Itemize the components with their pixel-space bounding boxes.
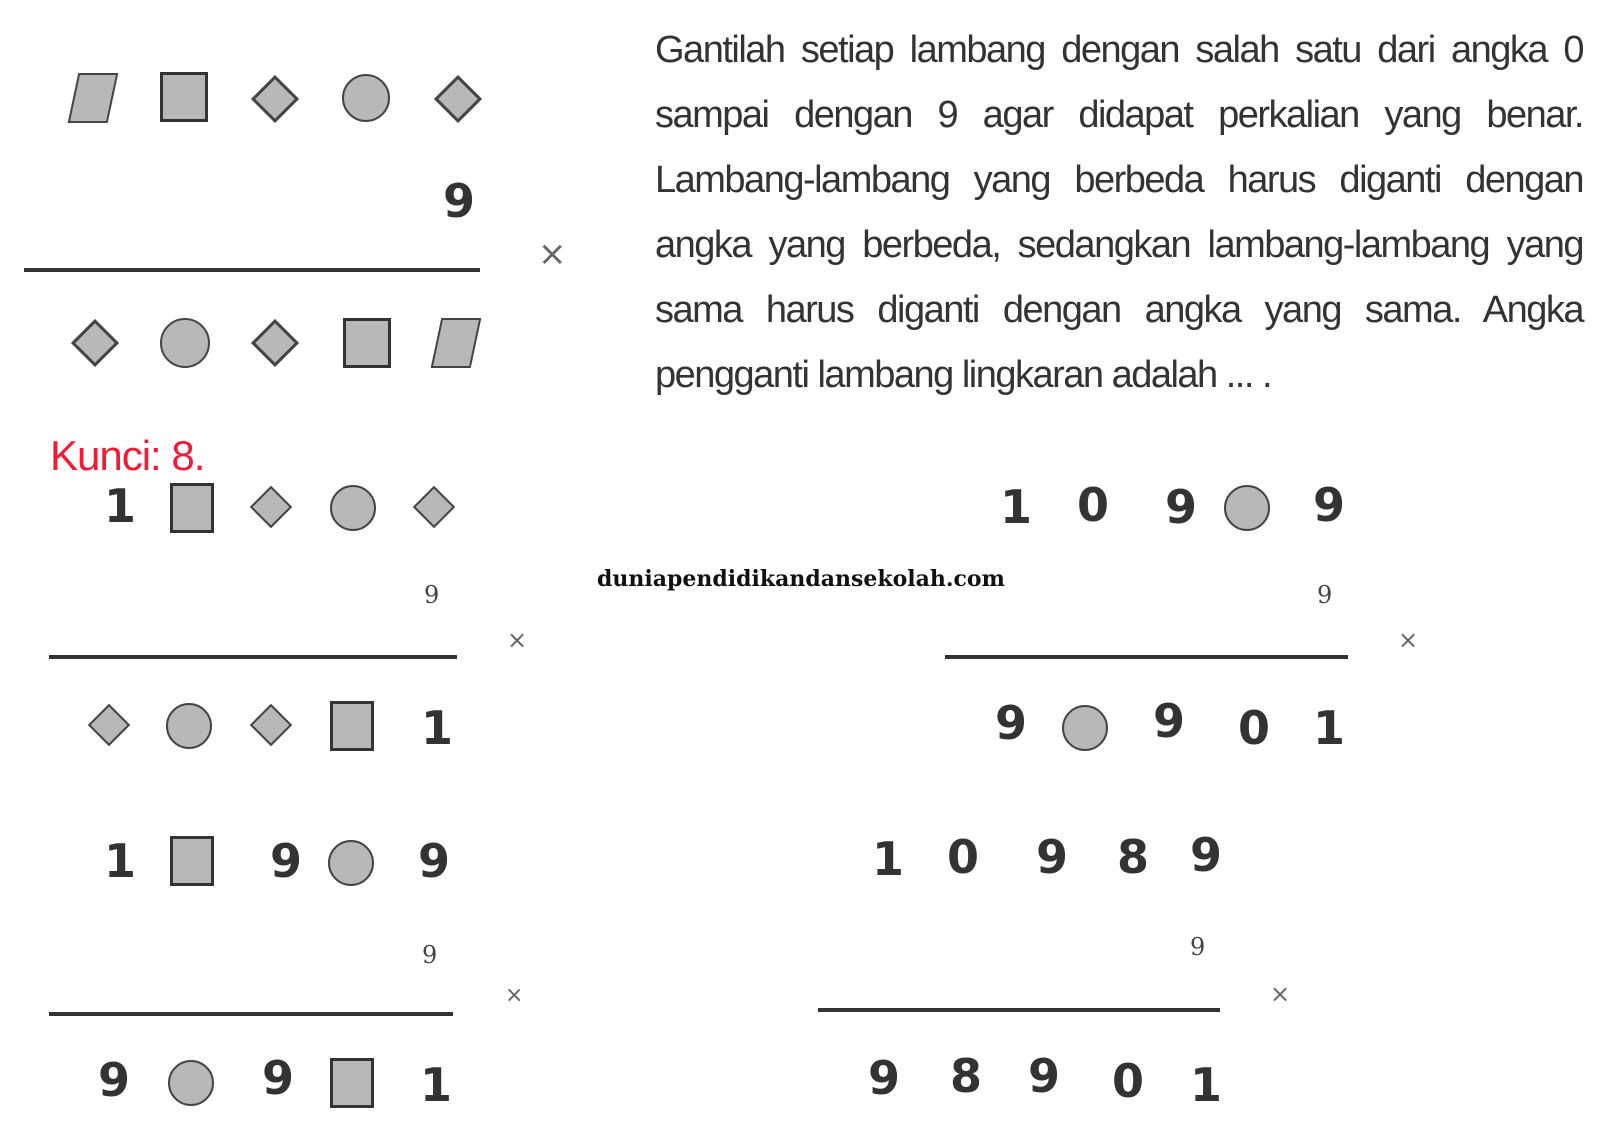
problem-statement: Gantilah setiap lambang dengan salah satu dari angka 0 sampai dengan 9 agar didapat perkalian yang benar. Lambang-lambang yang berbeda harus diganti dengan angka yang berbeda, sedangkan lambang-lambang yang sama harus diganti dengan angka yang sama. Angka pengganti lambang lingkaran adalah ... . — [655, 29, 1583, 396]
digit: 8 — [1117, 830, 1150, 884]
divider-line — [818, 1008, 1220, 1012]
circle-icon — [166, 703, 212, 749]
digit: 9 — [418, 834, 451, 888]
multiply-sign: × — [507, 626, 528, 654]
circle-icon — [160, 318, 210, 368]
circle-icon — [168, 1060, 214, 1106]
diamond-icon — [250, 704, 292, 746]
diamond-icon — [413, 486, 455, 528]
digit: 1 — [1000, 480, 1033, 534]
digit: 1 — [421, 701, 454, 755]
square-icon — [330, 1058, 374, 1108]
diamond-icon — [88, 704, 130, 746]
multiply-sign: × — [538, 234, 567, 274]
square-icon — [330, 701, 374, 751]
digit: 1 — [1313, 701, 1346, 755]
digit: 9 — [1313, 478, 1346, 532]
digit: 1 — [872, 832, 905, 886]
digit: 9 — [1028, 1049, 1061, 1103]
divider-line — [49, 655, 457, 659]
divider-line — [49, 1012, 453, 1016]
square-icon — [343, 318, 391, 368]
multiplier-digit: 9 — [1317, 581, 1333, 609]
diamond-icon — [434, 75, 482, 123]
square-icon — [160, 72, 208, 122]
multiply-sign: × — [1398, 626, 1419, 654]
circle-icon — [330, 485, 376, 531]
digit: 9 — [1153, 694, 1186, 748]
circle-icon — [1224, 485, 1270, 531]
watermark: duniapendidikandansekolah.com — [597, 566, 1005, 592]
digit: 0 — [1112, 1054, 1145, 1108]
diamond-icon — [250, 486, 292, 528]
digit: 9 — [868, 1051, 901, 1105]
digit: 1 — [104, 834, 137, 888]
multiplier-digit: 9 — [443, 174, 476, 228]
digit: 9 — [1036, 830, 1069, 884]
circle-icon — [328, 840, 374, 886]
square-icon — [170, 483, 214, 533]
digit: 1 — [420, 1058, 453, 1112]
digit: 9 — [98, 1053, 131, 1107]
digit: 0 — [1238, 701, 1271, 755]
multiply-sign: × — [1270, 980, 1291, 1008]
digit: 9 — [270, 834, 303, 888]
digit: 9 — [1165, 480, 1198, 534]
digit: 8 — [950, 1049, 983, 1103]
diamond-icon — [251, 75, 299, 123]
parallelogram-icon — [431, 318, 482, 368]
square-icon — [170, 836, 214, 886]
digit: 0 — [947, 830, 980, 884]
parallelogram-icon — [68, 73, 119, 123]
divider-line — [24, 268, 480, 272]
digit: 0 — [1077, 478, 1110, 532]
multiplier-digit: 9 — [1190, 933, 1206, 961]
digit: 9 — [995, 696, 1028, 750]
multiplier-digit: 9 — [424, 581, 440, 609]
multiplier-digit: 9 — [422, 941, 438, 969]
digit: 1 — [1190, 1058, 1223, 1112]
answer-key: Kunci: 8. — [50, 432, 205, 479]
digit: 9 — [1190, 828, 1223, 882]
divider-line — [945, 655, 1348, 659]
digit: 1 — [104, 479, 137, 533]
circle-icon — [1062, 705, 1108, 751]
circle-icon — [342, 74, 390, 122]
diamond-icon — [251, 319, 299, 367]
diamond-icon — [71, 319, 119, 367]
digit: 9 — [262, 1051, 295, 1105]
multiply-sign: × — [505, 983, 524, 1008]
